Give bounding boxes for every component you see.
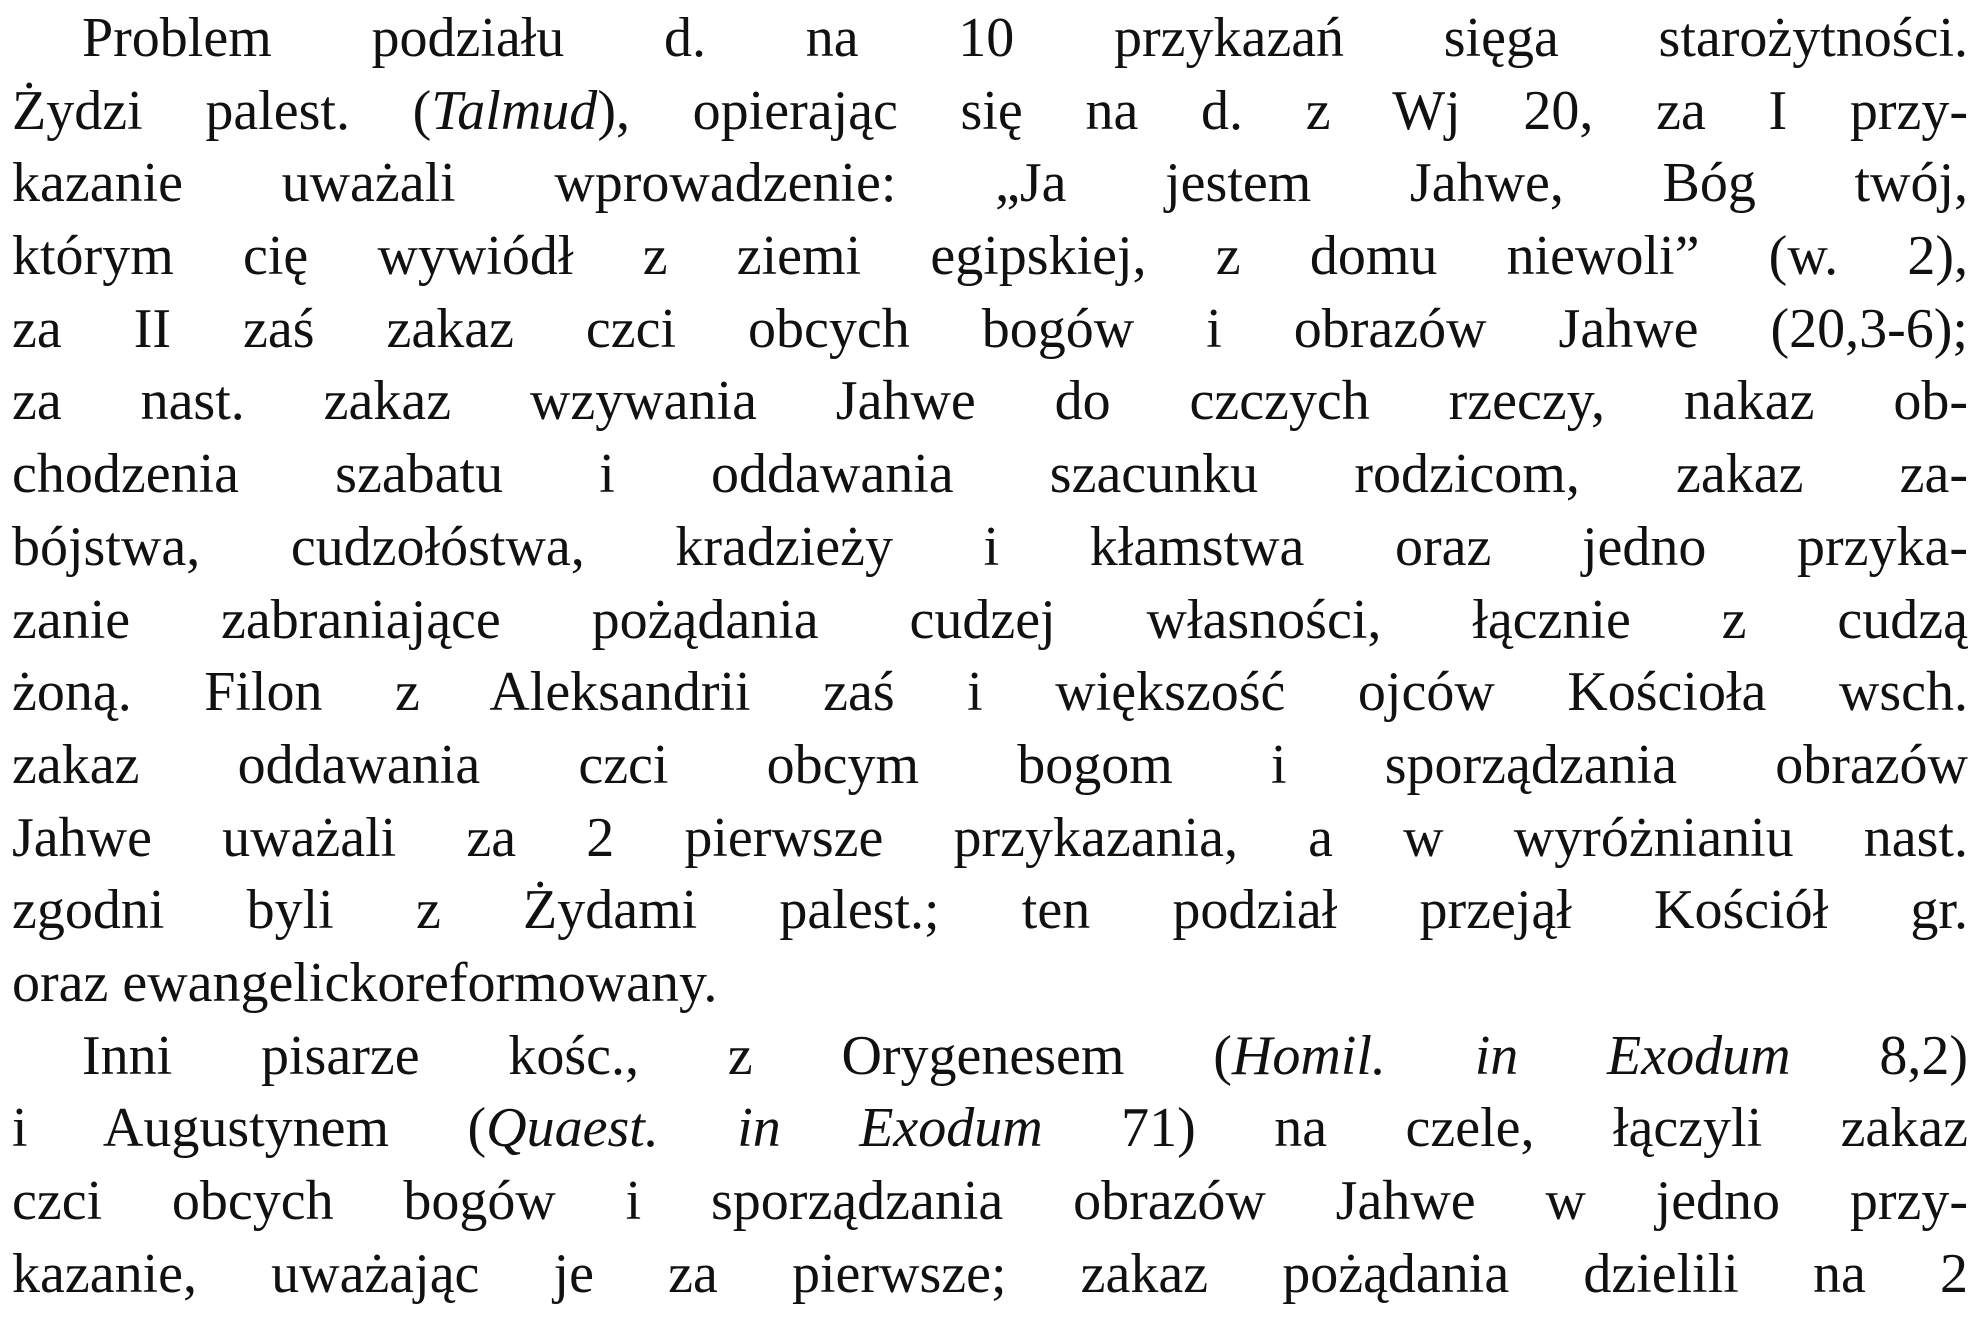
- text-line: [12, 729, 1968, 802]
- text-segment: czci obcych bogów i sporządzania obrazów Jahwe w jedno przy-: [12, 1170, 1968, 1232]
- text-segment: Inni pisarze kośc., z Orygenesem (: [82, 1024, 1232, 1087]
- text-segment: oraz ewangelickoreformowany.: [12, 951, 718, 1014]
- text-line: [12, 365, 1968, 438]
- italic-citation: Quaest. in Exodum: [486, 1097, 1043, 1160]
- text-segment: żoną. Filon z Aleksandrii zaś i większość ojców Kościoła wsch.: [12, 661, 1968, 724]
- text-line: [12, 511, 1968, 584]
- text-line: [12, 1020, 1968, 1093]
- paragraph: [12, 1020, 1968, 1311]
- text-line: [12, 2, 1968, 75]
- text-line: [12, 802, 1968, 875]
- text-segment: ), opierając się na d. z Wj 20, za I przy-: [597, 79, 1968, 142]
- text-segment: kazanie, uważając je za pierwsze; zakaz pożądania dzielili na 2: [12, 1242, 1968, 1305]
- text-line: [12, 220, 1968, 293]
- text-line: [12, 584, 1968, 657]
- text-segment: chodzenia szabatu i oddawania szacunku rodzicom, zakaz za-: [12, 443, 1968, 506]
- paragraph: [12, 2, 1968, 1020]
- text-segment: 8,2): [1790, 1024, 1968, 1087]
- text-segment: zgodni byli z Żydami palest.; ten podział przejął Kościół gr.: [12, 879, 1968, 942]
- text-segment: bójstwa, cudzołóstwa, kradzieży i kłamstwa oraz jedno przyka-: [12, 515, 1968, 578]
- text-segment: Żydzi palest. (: [12, 79, 432, 142]
- text-line: [12, 874, 1968, 947]
- text-segment: 71) na czele, łączyli zakaz: [1042, 1097, 1968, 1160]
- text-segment: za II zaś zakaz czci obcych bogów i obrazów Jahwe (20,3-6);: [12, 297, 1968, 360]
- body-text: [12, 2, 1968, 1310]
- text-segment: Jahwe uważali za 2 pierwsze przykazania, a w wyróżnianiu nast.: [12, 806, 1968, 869]
- text-line: [12, 293, 1968, 366]
- text-segment: Problem podziału d. na 10 przykazań sięga starożytności.: [82, 7, 1968, 69]
- text-line: [12, 1165, 1968, 1238]
- text-segment: zakaz oddawania czci obcym bogom i sporządzania obrazów: [12, 733, 1968, 796]
- italic-citation: Talmud: [431, 79, 598, 142]
- text-line: [12, 656, 1968, 729]
- text-segment: zanie zabraniające pożądania cudzej własności, łącznie z cudzą: [12, 588, 1968, 651]
- text-line: [12, 147, 1968, 220]
- text-segment: kazanie uważali wprowadzenie: „Ja jestem Jahwe, Bóg twój,: [12, 152, 1968, 215]
- text-segment: którym cię wywiódł z ziemi egipskiej, z domu niewoli” (w. 2),: [12, 225, 1968, 288]
- text-line: [12, 1238, 1968, 1311]
- text-segment: za nast. zakaz wzywania Jahwe do czczych rzeczy, nakaz ob-: [12, 370, 1968, 433]
- text-line: [12, 947, 1968, 1020]
- italic-citation: Homil. in Exodum: [1231, 1024, 1791, 1087]
- text-line: [12, 1092, 1968, 1165]
- text-segment: i Augustynem (: [12, 1097, 487, 1160]
- text-line: [12, 75, 1968, 148]
- text-line: [12, 438, 1968, 511]
